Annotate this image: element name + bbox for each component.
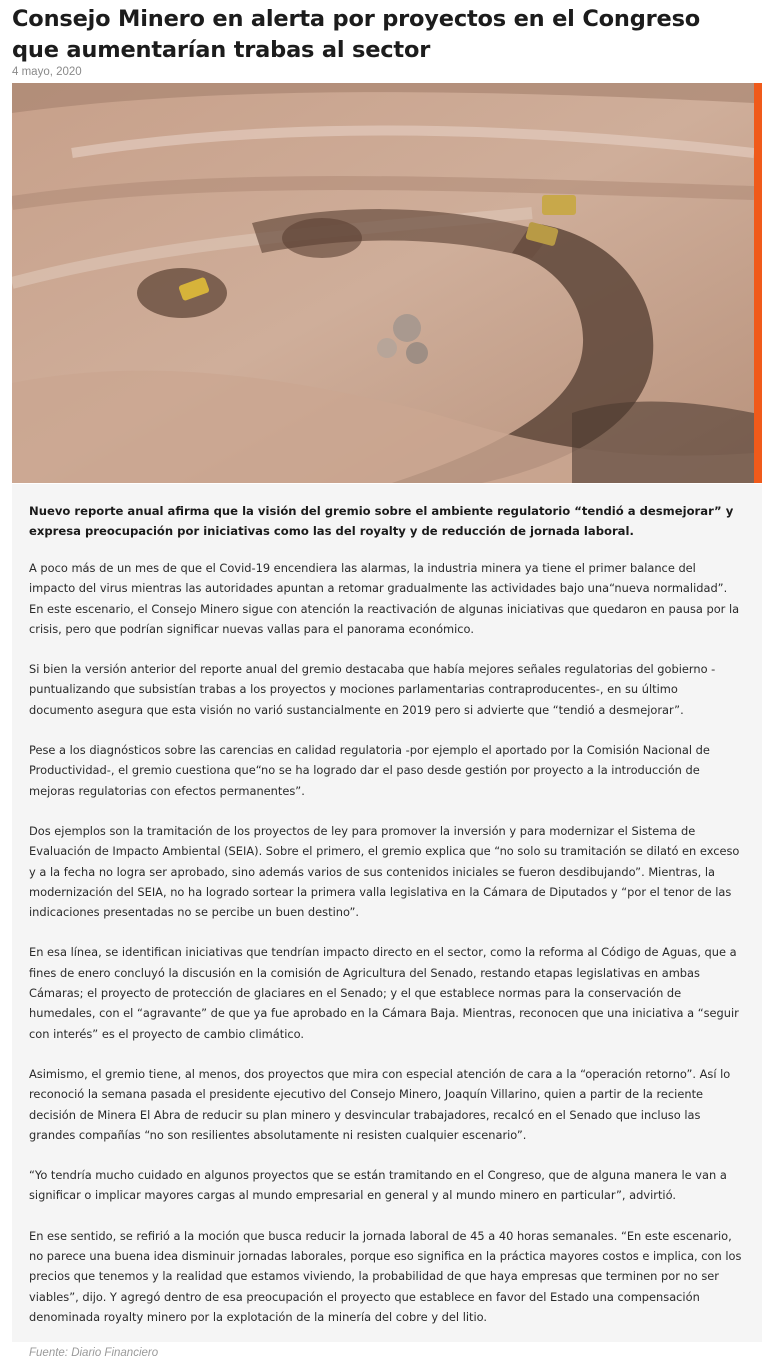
article-paragraph: En esa línea, se identifican iniciativas que tendrían impacto directo en el sector, como la reforma al Código de Aguas, que a fines de enero concluyó la discusión en la comisión de Agricultura del Senado, restando etapas legislativas en ambas Cámaras; el proyecto de protección de glaciares en el Senado; y el que establece normas para la conservación de humedales, con el “agravante” de que ya fue aprobado en la Cámara Baja. Mientras, reconocen que una iniciativa a “seguir con interés” es el proyecto de cambio climático. [29,945,739,1041]
article-body [12,484,762,1359]
article-lead: Nuevo reporte anual afirma que la visión del gremio sobre el ambiente regulatorio “tendió a desmejorar” y expresa preocupación por iniciativas como las del royalty y de reducción de jornada laboral. [29,504,734,538]
article-paragraph: Asimismo, el gremio tiene, al menos, dos proyectos que mira con especial atención de cara a la “operación retorno”. Así lo reconoció la semana pasada el presidente ejecutivo del Consejo Minero, Joaquín Villarino, quien a partir de la reciente decisión de Minera El Abra de reducir su plan minero y desvincular trabajadores, recalcó en el Senado que incluso las grandes compañías “no son resilientes absolutamente ni resisten cualquier escenario”. [29,1066,731,1142]
article-paragraph: A poco más de un mes de que el Covid-19 encendiera las alarmas, la industria minera ya tiene el primer balance del impacto del virus mientras las autoridades apuntan a retomar gradualmente las actividades bajo una“nueva normalidad”. En este escenario, el Consejo Minero sigue con atención la reactivación de algunas iniciativas que quedaron en pausa por la crisis, pero que podrían significar nuevas vallas para el panorama económico. [29,561,740,636]
article-paragraph: Dos ejemplos son la tramitación de los proyectos de ley para promover la inversión y para modernizar el Sistema de Evaluación de Impacto Ambiental (SEIA). Sobre el primero, el gremio explica que “no solo su tramitación se dilató en exceso y a la fecha no logra ser aprobado, sino además varios de sus contenidos iniciales se fueron desdibujando”. Mientras, la modernización del SEIA, no ha logrado sortear la primera valla legislativa en la Cámara de Diputados y “por el tenor de las indicaciones presentadas no se percibe un buen destino”. [29,823,740,920]
article-paragraph: “Yo tendría mucho cuidado en algunos proyectos que se están tramitando en el Congreso, que de alguna manera le van a significar o implicar mayores cargas al mundo empresarial en general y al mundo minero en particular”, advirtió. [29,1168,727,1203]
article-paragraph: En ese sentido, se refirió a la moción que busca reducir la jornada laboral de 45 a 40 horas semanales. “En este escenario, no parece una buena idea disminuir jornadas laborales, porque eso significa en la práctica mayores costos e implica, con los precios que tenemos y la realidad que estamos viviendo, la probabilidad de que haya empresas que terminen por no ser viables”, dijo. Y agregó dentro de esa preocupación el proyecto que establece en favor del Estado una compensación denominada royalty minero por la explotación de la minería del cobre y del litio. [29,1228,742,1324]
hero-image [12,83,754,483]
article-paragraph: Pese a los diagnósticos sobre las carencias en calidad regulatoria -por ejemplo el aportado por la Comisión Nacional de Productividad-, el gremio cuestiona que“no se ha logrado dar el paso desde gestión por proyecto a la introducción de mejoras regulatorias con efectos permanentes”. [29,743,710,798]
article-source: Fuente: Diario Financiero [29,1347,159,1359]
article-date: 4 mayo, 2020 [12,66,82,78]
article-paragraph: Si bien la versión anterior del reporte anual del gremio destacaba que había mejores señales regulatorias del gobierno -puntualizando que subsistían trabas a los proyectos y mociones parlamentarias contraproducentes-, en su último documento asegura que esta visión no varió sustancialmente en 2019 pero si advierte que “tendió a desmejorar”. [29,662,716,717]
accent-bar [754,83,762,483]
article-title: Consejo Minero en alerta por proyectos en el Congreso que aumentarían trabas al sector [12,6,701,63]
